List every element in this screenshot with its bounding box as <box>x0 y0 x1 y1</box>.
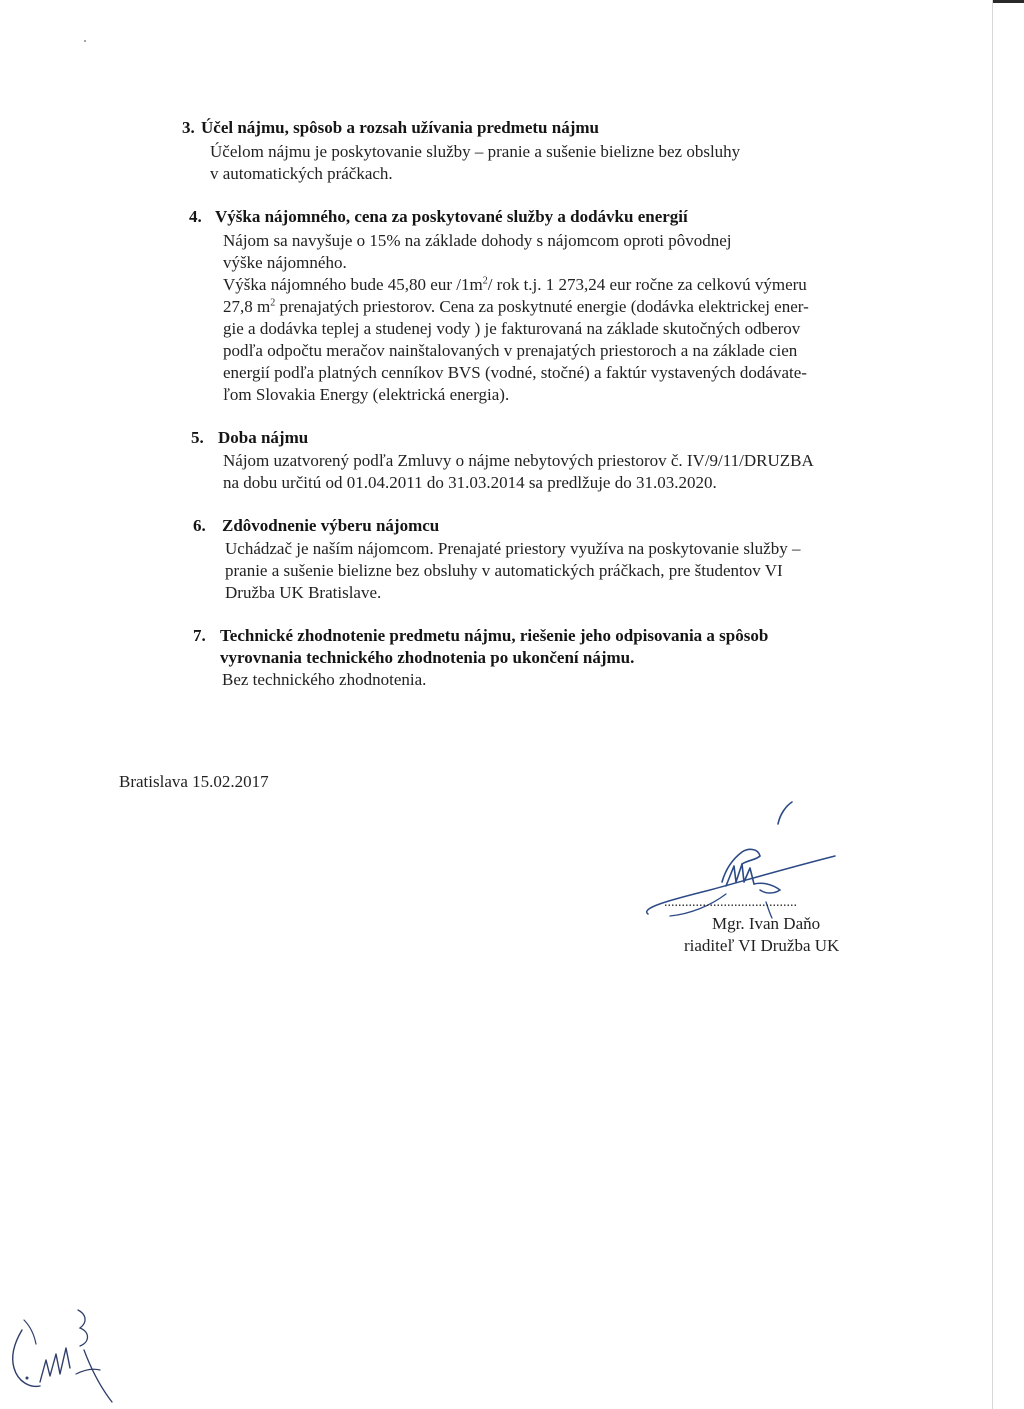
section-title: Účel nájmu, spôsob a rozsah užívania predmetu nájmu <box>201 118 599 137</box>
area-line-b: prenajatých priestorov. Cena za poskytnuté energie (dodávka elektrickej ener- <box>275 297 809 316</box>
section-text-line: v automatických práčkach. <box>210 164 393 183</box>
section-text-line: pranie a sušenie bielizne bez obsluhy v automatických práčkach, pre študentov VI <box>225 561 783 580</box>
section-number: 6. <box>193 516 206 535</box>
rent-line-a: Výška nájomného bude 45,80 eur /1m <box>223 275 483 294</box>
section-number: 5. <box>191 428 204 447</box>
section-title-line: vyrovnania technického zhodnotenia po ukončení nájmu. <box>220 648 635 667</box>
section-text-line: Účelom nájmu je poskytovanie služby – pranie a sušenie bielizne bez obsluhy <box>210 142 741 161</box>
section-title-line: Technické zhodnotenie predmetu nájmu, riešenie jeho odpisovania a spôsob <box>220 626 769 645</box>
section-text-line: energií podľa platných cenníkov BVS (vodné, stočné) a faktúr vystavených dodávate- <box>223 363 807 382</box>
section-text-line: Družba UK Bratislave. <box>225 583 382 602</box>
section-text-line: Nájom uzatvorený podľa Zmluvy o nájme nebytových priestorov č. IV/9/11/DRUZBA <box>223 451 814 470</box>
section-title: Zdôvodnenie výberu nájomcu <box>222 516 440 535</box>
section-text-line: výške nájomného. <box>223 253 347 272</box>
section-title: Doba nájmu <box>218 428 309 447</box>
section-text-line: podľa odpočtu meračov nainštalovaných v prenajatých priestoroch a na základe cien <box>223 341 798 360</box>
section-number: 4. <box>189 207 202 226</box>
section-text-line: gie a dodávka teplej a studenej vody ) je fakturovaná na základe skutočných odberov <box>223 319 801 338</box>
section-title: Výška nájomného, cena za poskytované služby a dodávku energií <box>215 207 688 226</box>
section-text-line: Uchádzač je naším nájomcom. Prenajaté priestory využíva na poskytovanie služby – <box>225 539 801 558</box>
page-edge <box>992 0 993 1409</box>
area-line <box>223 297 809 317</box>
initials-signature <box>0 1290 140 1409</box>
scan-speck <box>84 40 86 42</box>
signatory-role: riaditeľ VI Družba UK <box>684 936 840 955</box>
page-corner-mark <box>993 0 1024 3</box>
section-text-line: Bez technického zhodnotenia. <box>222 670 427 689</box>
section-number: 7. <box>193 626 206 645</box>
superscript: 2 <box>270 297 276 309</box>
rent-line-b: / rok t.j. 1 273,24 eur ročne za celkovú výmeru <box>487 275 807 294</box>
superscript: 2 <box>482 275 488 287</box>
area-line-a: 27,8 m <box>223 297 271 316</box>
place-date: Bratislava 15.02.2017 <box>119 772 269 791</box>
section-text-line: na dobu určitú od 01.04.2011 do 31.03.2014 sa predlžuje do 31.03.2020. <box>223 473 717 492</box>
section-text-line: Nájom sa navyšuje o 15% na základe dohody s nájomcom oproti pôvodnej <box>223 231 732 250</box>
signature-dots: ...................................... <box>664 895 797 910</box>
rent-line <box>223 275 807 295</box>
section-number: 3. <box>182 118 195 137</box>
section-text-line: ľom Slovakia Energy (elektrická energia). <box>223 385 510 404</box>
signatory-name: Mgr. Ivan Daňo <box>712 914 821 933</box>
